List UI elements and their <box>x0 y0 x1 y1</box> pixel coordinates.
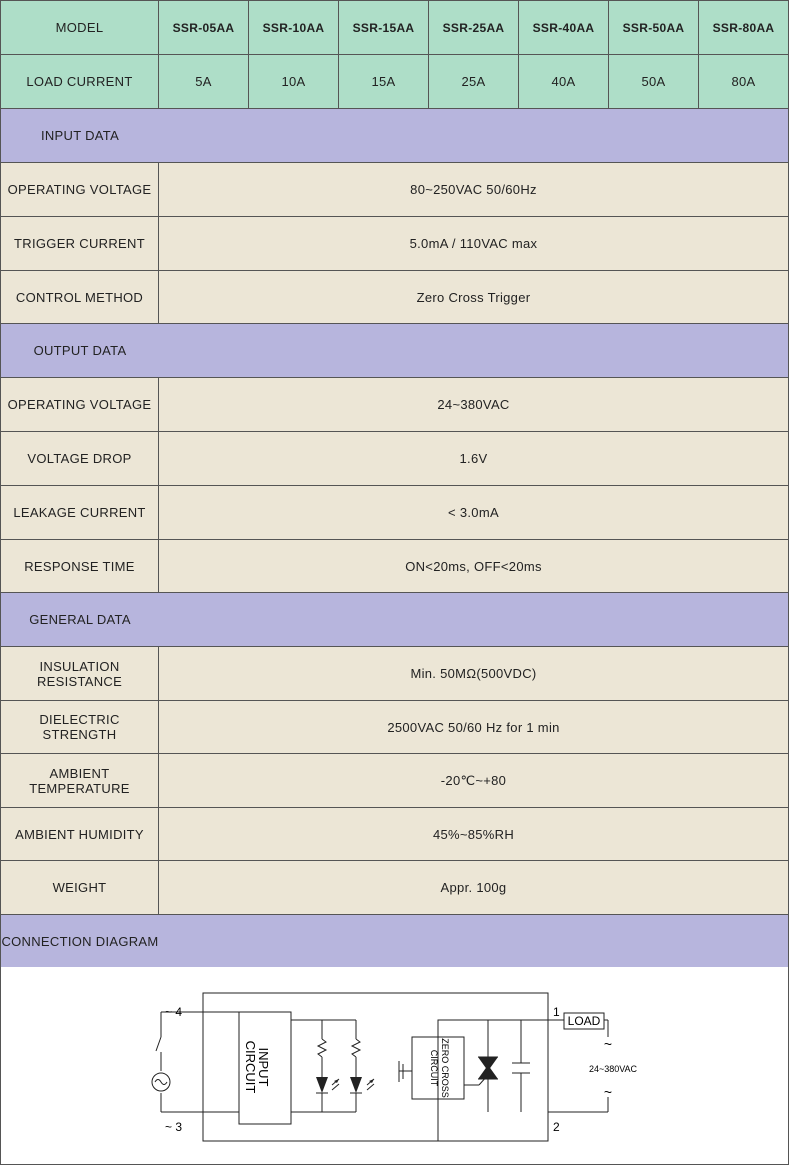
load-cell: 15A <box>339 55 429 108</box>
input-circuit-line2: CIRCUIT <box>243 1040 258 1094</box>
spec-label: CONTROL METHOD <box>1 271 159 323</box>
spec-row <box>0 163 789 217</box>
spec-row <box>0 808 789 861</box>
model-row <box>0 0 789 55</box>
load-cell: 80A <box>731 74 756 89</box>
spec-value: Zero Cross Trigger <box>416 289 531 305</box>
model-cell: SSR-25AA <box>429 1 519 54</box>
spec-value: 2500VAC 50/60 Hz for 1 min <box>387 719 560 735</box>
resistor-2 <box>352 1039 360 1057</box>
switch-lever <box>156 1037 161 1051</box>
load-cell: 25A <box>429 55 519 108</box>
load-current-label: LOAD CURRENT <box>1 55 159 108</box>
zero-cross-line2: CIRCUIT <box>429 1049 439 1087</box>
spec-row <box>0 486 789 540</box>
model-label: MODEL <box>1 1 159 54</box>
terminal-3-label: ~ 3 <box>165 1120 183 1134</box>
spec-value: 45%~85%RH <box>432 826 515 842</box>
spec-value: -20℃~+80 <box>440 772 507 788</box>
model-cell: SSR-80AA <box>712 20 775 35</box>
spec-row <box>0 271 789 324</box>
tilde-top: ~ <box>603 1036 613 1052</box>
connection-diagram <box>0 967 789 1165</box>
section-title: OUTPUT DATA <box>33 343 127 358</box>
spec-label: WEIGHT <box>1 861 159 914</box>
load-label: LOAD <box>567 1014 601 1028</box>
output-data-section <box>0 324 789 378</box>
model-cell: SSR-15AA <box>339 1 429 54</box>
load-cell: 50A <box>609 55 699 108</box>
model-cell: SSR-10AA <box>249 1 339 54</box>
spec-row <box>0 701 789 754</box>
zero-cross-line1: ZERO CROSS <box>440 1038 450 1098</box>
spec-value: ON<20ms, OFF<20ms <box>405 558 542 574</box>
tilde-bottom: ~ <box>603 1084 613 1100</box>
spec-row <box>0 754 789 808</box>
spec-value: Appr. 100g <box>440 880 507 895</box>
spec-label: TRIGGER CURRENT <box>1 217 159 270</box>
spec-label: OPERATING VOLTAGE <box>1 163 159 216</box>
section-title: GENERAL DATA <box>29 612 131 627</box>
terminal-4-label: ~ 4 <box>165 1005 183 1019</box>
spec-value: < 3.0mA <box>448 505 499 520</box>
connection-diagram-section <box>0 915 789 968</box>
section-title: CONNECTION DIAGRAM <box>1 933 159 949</box>
terminal-1-label: 1 <box>553 1005 560 1019</box>
led-2 <box>350 1077 362 1093</box>
input-circuit-line1: INPUT <box>256 1047 271 1087</box>
spec-label: DIELECTRIC STRENGTH <box>1 701 159 753</box>
spec-row <box>0 217 789 271</box>
spec-row <box>0 861 789 915</box>
spec-row <box>0 647 789 701</box>
model-cell: SSR-05AA <box>159 1 249 54</box>
resistor-1 <box>318 1039 326 1057</box>
model-cell: SSR-50AA <box>609 1 699 54</box>
circuit-schematic <box>1 967 788 1164</box>
spec-value: Min. 50MΩ(500VDC) <box>410 666 537 681</box>
general-data-section <box>0 593 789 647</box>
spec-label: LEAKAGE CURRENT <box>1 486 159 539</box>
spec-row <box>0 540 789 593</box>
spec-label: VOLTAGE DROP <box>1 432 159 485</box>
input-data-section <box>0 109 789 163</box>
led-1 <box>316 1077 328 1093</box>
load-voltage-label: 24~380VAC <box>588 1064 638 1074</box>
spec-value: 1.6V <box>459 451 488 466</box>
spec-label: AMBIENT HUMIDITY <box>1 808 159 860</box>
model-cell: SSR-40AA <box>519 1 609 54</box>
load-cell: 40A <box>519 55 609 108</box>
load-cell: 10A <box>249 55 339 108</box>
spec-value: 80~250VAC 50/60Hz <box>410 182 537 197</box>
load-cell: 5A <box>159 55 249 108</box>
spec-label: INSULATION RESISTANCE <box>1 647 159 700</box>
terminal-2-label: 2 <box>553 1120 560 1134</box>
spec-label: RESPONSE TIME <box>1 540 159 592</box>
spec-row <box>0 378 789 432</box>
spec-row <box>0 432 789 486</box>
section-title: INPUT DATA <box>40 128 120 143</box>
spec-label: OPERATING VOLTAGE <box>1 378 159 431</box>
spec-label: AMBIENT TEMPERATURE <box>1 754 159 807</box>
spec-value: 24~380VAC <box>437 397 510 412</box>
load-current-row <box>0 55 789 109</box>
spec-value: 5.0mA / 110VAC max <box>409 236 538 251</box>
